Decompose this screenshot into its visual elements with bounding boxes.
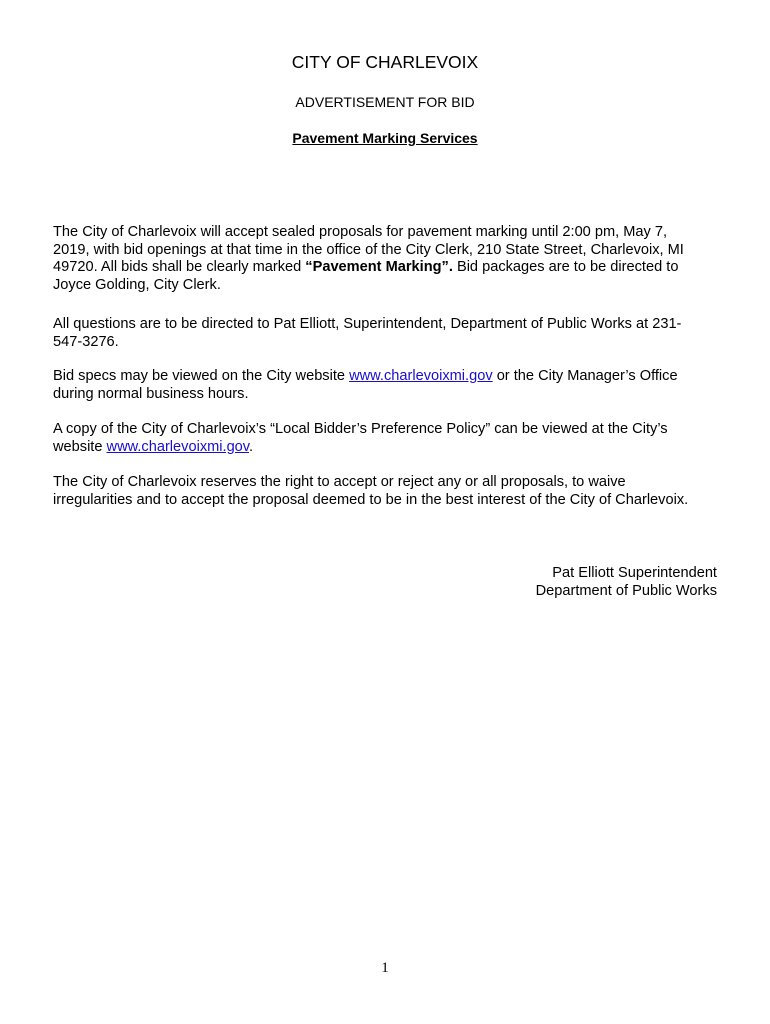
text-segment: . (249, 438, 254, 455)
paragraph-line: A copy of the City of Charlevoix’s “Local Bidder’s Preference Policy” can be viewed at the City’s (53, 421, 668, 437)
text-segment: website (53, 438, 107, 455)
document-subtitle: ADVERTISEMENT FOR BID (295, 94, 475, 110)
city-website-link[interactable]: www.charlevoixmi.gov (106, 438, 250, 455)
paragraph-rights-reserved (53, 474, 717, 509)
signature-block (536, 564, 717, 600)
signatory-department: Department of Public Works (535, 583, 717, 599)
paragraph-preference-policy (53, 421, 717, 456)
paragraph-line (53, 259, 717, 277)
bid-marking-label: “Pavement Marking”. (305, 259, 453, 276)
text-segment: Bid packages are to be directed to (452, 259, 679, 276)
text-segment: or the City Manager’s Office (492, 368, 678, 384)
city-website-link[interactable]: www.charlevoixmi.gov (349, 368, 493, 384)
page-number: 1 (381, 960, 389, 976)
document-title: CITY OF CHARLEVOIX (291, 52, 479, 72)
paragraph-line: The City of Charlevoix reserves the right to accept or reject any or all proposals, to waive (53, 474, 626, 490)
paragraph-line: irregularities and to accept the proposal deemed to be in the best interest of the City of Charlevoix. (53, 491, 689, 508)
paragraph-line (53, 439, 717, 457)
paragraph-line (53, 368, 717, 386)
project-name: Pavement Marking Services (292, 130, 478, 146)
paragraph-line: Joyce Golding, City Clerk. (53, 276, 221, 293)
paragraph-submission-details (53, 224, 717, 294)
signatory-name: Pat Elliott Superintendent (552, 565, 717, 581)
paragraph-line: 2019, with bid openings at that time in the office of the City Clerk, 210 State Street, Charlevoix, MI (53, 241, 684, 258)
paragraph-line: 547-3276. (53, 333, 119, 350)
text-segment: Bid specs may be viewed on the City website (53, 368, 350, 384)
paragraph-line: The City of Charlevoix will accept sealed proposals for pavement marking until 2:00 pm, May 7, (53, 224, 668, 240)
paragraph-line: All questions are to be directed to Pat Elliott, Superintendent, Department of Public Works at 231- (53, 316, 682, 332)
paragraph-line: during normal business hours. (53, 385, 249, 402)
paragraph-bid-specs (53, 368, 717, 403)
paragraph-questions-contact (53, 316, 717, 351)
text-segment: 49720. All bids shall be clearly marked (53, 259, 306, 276)
